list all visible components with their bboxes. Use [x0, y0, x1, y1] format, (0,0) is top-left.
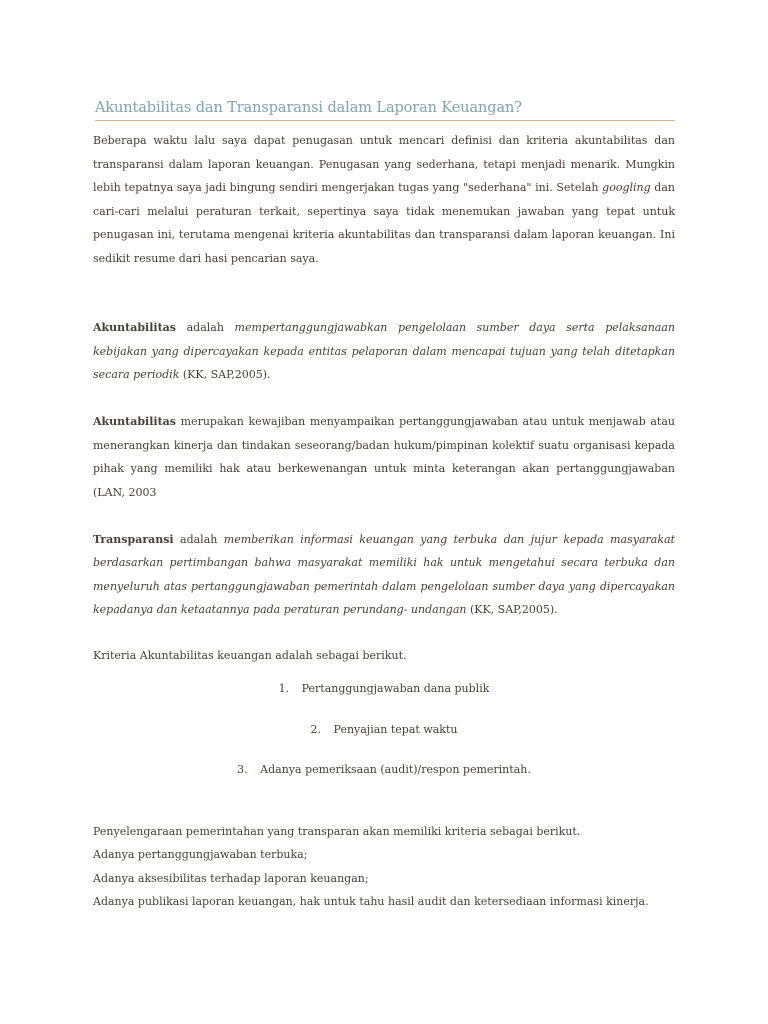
document-page — [93, 100, 675, 914]
def1-italic: mempertanggungjawabkan pengelolaan sumber daya serta pelaksanaan kebijakan yang dipercayakan kepada entitas pelaporan dalam mencapai tujuan yang telah ditetapkan secara periodik — [93, 321, 676, 381]
list-item-number: 3. — [237, 763, 248, 776]
def3-connector: adalah — [173, 532, 224, 546]
kriteria-list — [93, 681, 675, 803]
transparansi-section — [93, 820, 675, 914]
intro-italic-googling: googling — [602, 181, 651, 194]
kriteria-heading: Kriteria Akuntabilitas keuangan adalah sebagai berikut. — [93, 648, 407, 662]
akuntabilitas-definition-1 — [93, 316, 675, 387]
term-akuntabilitas-2: Akuntabilitas — [93, 415, 176, 428]
def3-italic: memberikan informasi keuangan yang terbuka dan jujur kepada masyarakat berdasarkan pertimbangan bahwa masyarakat memiliki hak untuk mengetahui secara terbuka dan menyeluruh atas pertanggungjawaban pemerintah dalam pengelolaan sumber daya yang dipercayakan kepadanya dan ketaatannya pada peraturan perundang- undangan — [93, 532, 675, 616]
term-transparansi: Transparansi — [93, 532, 174, 546]
list-item — [93, 762, 675, 803]
def3-source: (KK, SAP,2005). — [466, 603, 558, 616]
def2-text: merupakan kewajiban menyampaikan pertanggungjawaban atau untuk menjawab atau menerangkan kinerja dan tindakan seseorang/badan hukum/pimpinan kolektif suatu organisasi kepada pihak yang memiliki hak atau berkewenangan untuk minta keterangan akan pertanggungjawaban (LAN, 2003 — [93, 415, 675, 499]
list-item-number: 2. — [310, 722, 322, 736]
list-item-text: Adanya pemeriksaan (audit)/respon pemerintah. — [260, 763, 531, 776]
list-item-text: Pertanggungjawaban dana publik — [301, 682, 490, 695]
document-title: Akuntabilitas dan Transparansi dalam Laporan Keuangan? — [95, 100, 675, 121]
list-item: Adanya publikasi laporan keuangan, hak untuk tahu hasil audit dan ketersediaan informasi kinerja. — [93, 895, 649, 908]
list-item — [93, 681, 675, 722]
list-item-text: Penyajian tepat waktu — [333, 722, 458, 736]
transparansi-definition — [93, 528, 675, 622]
list-item: Adanya aksesibilitas terhadap laporan keuangan; — [93, 871, 369, 885]
list-item — [93, 722, 675, 763]
akuntabilitas-definition-2 — [93, 410, 675, 504]
intro-text-1: Beberapa waktu lalu saya dapat penugasan untuk mencari definisi dan kriteria akuntabilitas dan transparansi dalam laporan keuangan. Penugasan yang sederhana, tetapi menjadi menarik. Mungkin lebih tepatnya saya jadi bingung sendiri mengerjakan tugas yang "sederhana" ini. Setelah — [93, 134, 675, 194]
intro-paragraph — [93, 129, 675, 270]
transparansi-heading: Penyelengaraan pemerintahan yang transparan akan memiliki kriteria sebagai berikut. — [93, 824, 581, 838]
def1-source: (KK, SAP,2005). — [179, 368, 271, 381]
list-item-number: 1. — [278, 682, 290, 695]
list-item: Adanya pertanggungjawaban terbuka; — [93, 848, 308, 861]
def1-connector: adalah — [176, 321, 235, 334]
intro-text-2: dan cari-cari melalui peraturan terkait, sepertinya saya tidak menemukan jawaban yang tepat untuk penugasan ini, terutama mengenai kriteria akuntabilitas dan transparansi dalam laporan keuangan. Ini sedikit resume dari hasi pencarian saya. — [93, 181, 675, 265]
term-akuntabilitas-1: Akuntabilitas — [93, 321, 176, 334]
